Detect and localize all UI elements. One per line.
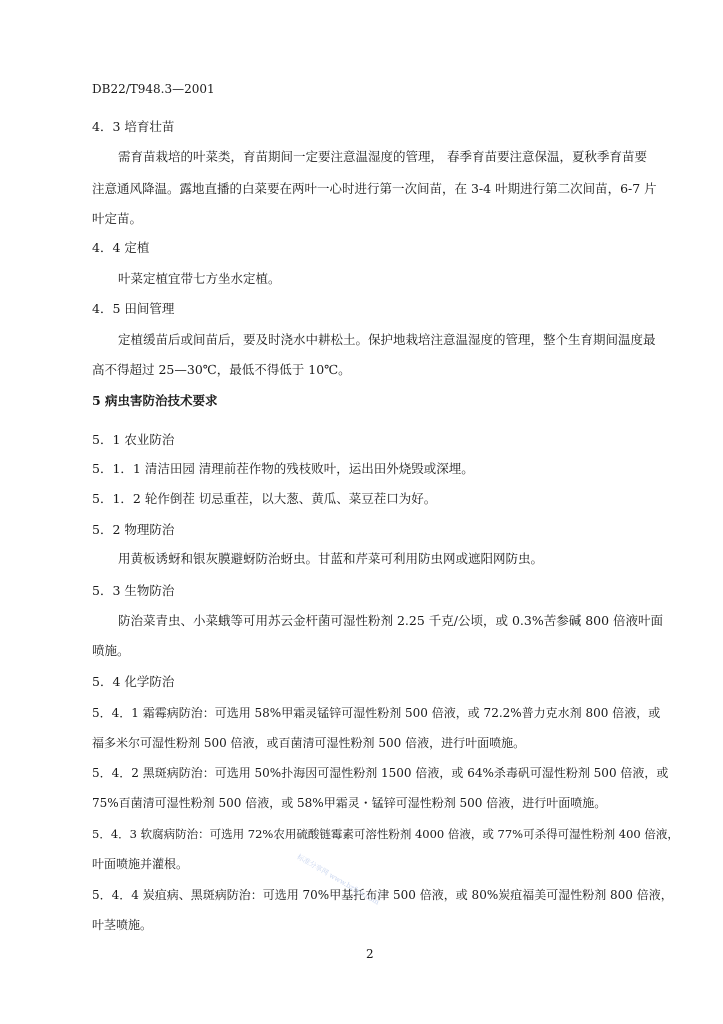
- paragraph-line: 叶茎喷施。: [92, 918, 153, 932]
- paragraph-line: 叶定苗。: [92, 211, 143, 226]
- heading-5-1: 5．1 农业防治: [92, 432, 175, 447]
- paragraph-line: 叶面喷施并灌根。: [92, 857, 189, 871]
- paragraph-line: 定植缓苗后或间苗后，要及时浇水中耕松土。保护地栽培注意温湿度的管理，整个生育期间温度最: [118, 332, 656, 347]
- paragraph-line: 需育苗栽培的叶菜类，育苗期间一定要注意温湿度的管理， 春季育苗要注意保温，夏秋季育苗要: [118, 149, 647, 164]
- heading-5-2: 5．2 物理防治: [92, 522, 175, 537]
- watermark-text: 标准分享网 www.bzfxw.com: [295, 852, 381, 907]
- heading-5-3: 5．3 生物防治: [92, 583, 175, 598]
- clause-5-4-1: 5．4．1 霜霉病防治：可选用 58%甲霜灵锰锌可湿性粉剂 500 倍液，或 72.2%普力克水剂 800 倍液，或: [92, 706, 661, 720]
- clause-5-1-1: 5．1．1 清洁田园 清理前茬作物的残枝败叶，运出田外烧毁或深埋。: [92, 461, 474, 476]
- page-number: 2: [366, 947, 374, 961]
- heading-4-4: 4．4 定植: [92, 240, 150, 255]
- paragraph-line: 高不得超过 25—30℃，最低不得低于 10℃。: [92, 362, 351, 377]
- heading-5-4: 5．4 化学防治: [92, 674, 175, 689]
- paragraph-line: 防治菜青虫、小菜蛾等可用苏云金杆菌可湿性粉剂 2.25 千克/公顷，或 0.3%苦参碱 800 倍液叶面: [118, 613, 664, 628]
- clause-5-4-4: 5．4．4 炭疽病、黑斑病防治：可选用 70%甲基托布津 500 倍液，或 80%炭疽福美可湿性粉剂 800 倍液，: [92, 888, 673, 902]
- paragraph-line: 喷施。: [92, 643, 130, 658]
- paragraph-line: 用黄板诱蚜和银灰膜避蚜防治蚜虫。甘蓝和芹菜可利用防虫网或遮阳网防虫。: [118, 551, 544, 566]
- clause-5-4-2: 5．4．2 黑斑病防治：可选用 50%扑海因可湿性粉剂 1500 倍液，或 64%杀毒矾可湿性粉剂 500 倍液，或: [92, 766, 669, 780]
- clause-5-1-2: 5．1．2 轮作倒茬 切忌重茬，以大葱、黄瓜、菜豆茬口为好。: [92, 491, 437, 506]
- standard-code: DB22/T948.3—2001: [92, 82, 215, 96]
- paragraph-line: 叶菜定植宜带七方坐水定植。: [118, 271, 281, 286]
- heading-4-3: 4．3 培育壮苗: [92, 119, 175, 134]
- paragraph-line: 注意通风降温。露地直播的白菜要在两叶一心时进行第一次间苗，在 3-4 叶期进行第二次间苗，6-7 片: [92, 181, 657, 196]
- paragraph-line: 福多米尔可湿性粉剂 500 倍液，或百菌清可湿性粉剂 500 倍液，进行叶面喷施。: [92, 736, 526, 750]
- heading-5: 5 病虫害防治技术要求: [92, 393, 218, 408]
- clause-5-4-3: 5．4．3 软腐病防治：可选用 72%农用硫酸链霉素可溶性粉剂 4000 倍液，或 77%可杀得可湿性粉剂 400 倍液，: [92, 827, 679, 841]
- paragraph-line: 75%百菌清可湿性粉剂 500 倍液，或 58%甲霜灵・锰锌可湿性粉剂 500 倍液，进行叶面喷施。: [92, 796, 607, 810]
- heading-4-5: 4．5 田间管理: [92, 301, 175, 316]
